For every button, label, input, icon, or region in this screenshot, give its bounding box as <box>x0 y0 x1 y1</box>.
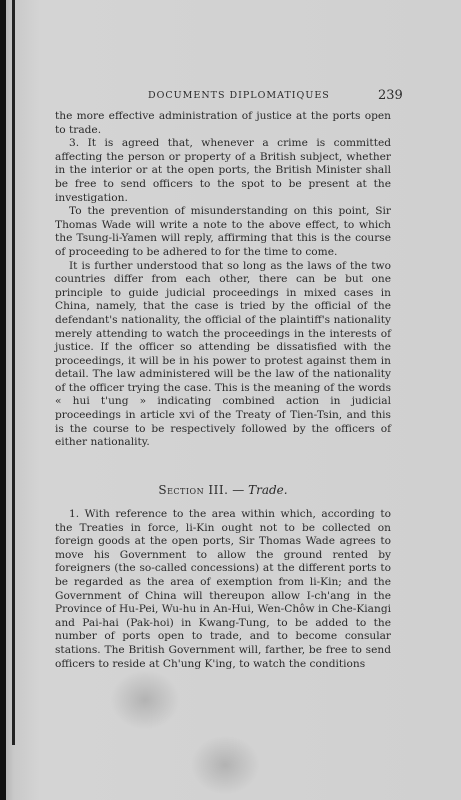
section-heading <box>55 483 391 497</box>
paper-stain <box>110 670 180 730</box>
running-header <box>0 88 461 106</box>
paragraph: To the prevention of misunderstanding on this point, Sir Thomas Wade will write a note to the above effect, to which the Tsung-li-Yamen will reply, affirming that this is the course of proceeding to be adhered to for the time to come. <box>55 205 391 258</box>
paragraph: It is further understood that so long as the laws of the two countries differ from each other, there can be but one principle to guide judicial proceedings in mixed cases in China, namely, that the case is tried by the official of the defendant's nationality, the official of the plaintiff's nationality merely attending to watch the proceedings in the interests of justice. If the officer so attending be dissatisfied with the proceedings, it will be in his power to protest against them in detail. The law administered will be the law of the nationality of the officer trying the case. This is the meaning of the words « hui t'ung » indicating combined action in judicial proceedings in article xvi of the Treaty of Tien-Tsin, and this is the course to be respectively followed by the officers of either nationality. <box>55 259 391 449</box>
text-block-bottom <box>55 508 391 671</box>
paragraph: 3. It is agreed that, whenever a crime is committed affecting the person or property of a British subject, whether in the interior or at the open ports, the British Minister shall be free to send officers to the spot to be present at the investigation. <box>55 137 391 204</box>
binding-shadow <box>0 0 6 800</box>
page-number: 239 <box>378 88 403 103</box>
section-dash: — <box>228 483 249 497</box>
paper-stain <box>190 735 260 795</box>
running-title: DOCUMENTS DIPLOMATIQUES <box>148 90 330 101</box>
paragraph: the more effective administration of justice at the ports open to trade. <box>55 110 391 136</box>
section-label: Section III. <box>158 483 229 497</box>
page-edge-line <box>12 0 15 745</box>
text-block-top <box>55 110 391 450</box>
section-name: Trade. <box>248 483 288 497</box>
paragraph: 1. With reference to the area within which, according to the Treaties in force, li-Kin ought not to be collected on foreign goods at the open ports, Sir Thomas Wade agrees to move his Government to allow the ground rented by foreigners (the so-called concessions) at the different ports to be regarded as the area of exemption from li-Kin; and the Government of China will thereupon allow I-ch'ang in the Province of Hu-Pei, Wu-hu in An-Hui, Wen-Chôw in Che-Kiangi and Pai-hai (Pak-hoi) in Kwang-Tung, to be added to the number of ports open to trade, and to become consular stations. The British Government will, farther, be free to send officers to reside at Ch'ung K'ing, to watch the conditions <box>55 508 391 670</box>
